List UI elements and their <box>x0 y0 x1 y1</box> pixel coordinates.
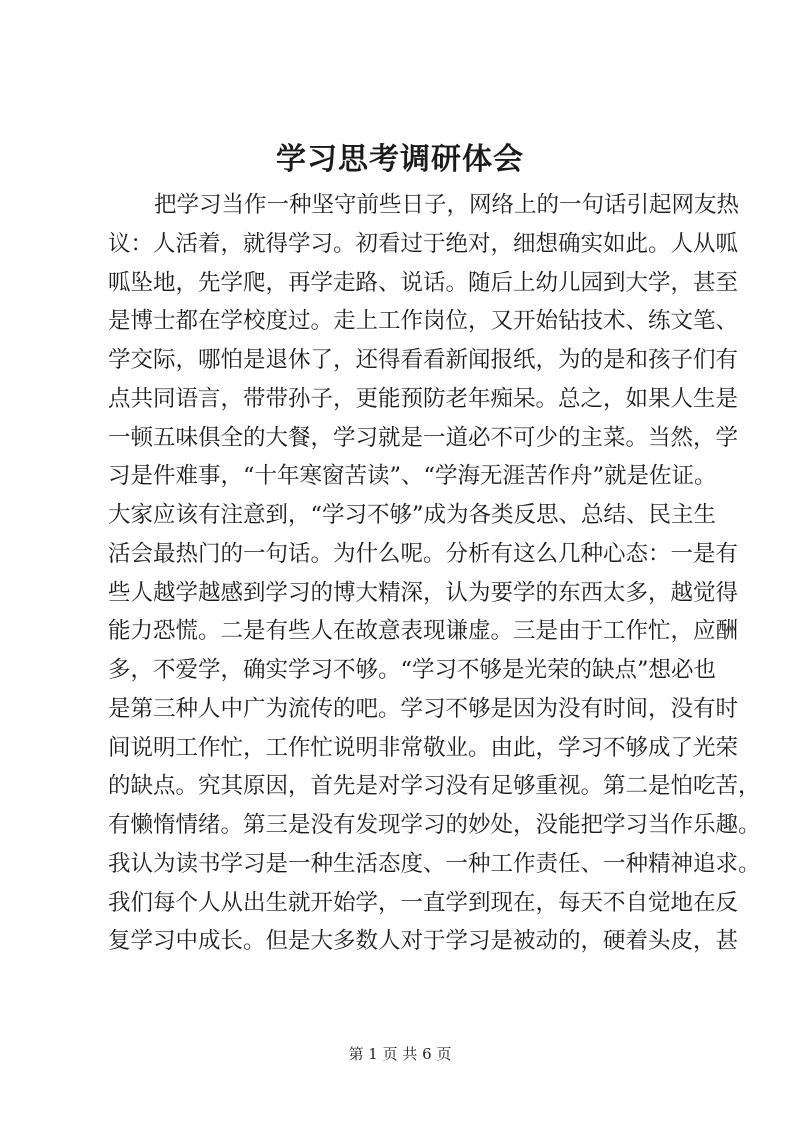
body-line: 议：人活着，就得学习。初看过于绝对，细想确实如此。人从呱 <box>108 230 739 257</box>
body-line: 多，不爱学，确实学习不够。“学习不够是光荣的缺点”想必也 <box>108 657 717 683</box>
body-line: 点共同语言，带带孙子，更能预防老年痴呆。总之，如果人生是 <box>108 385 739 412</box>
body-line: 有懒惰情绪。第三是没有发现学习的妙处，没能把学习当作乐趣。 <box>108 812 761 838</box>
page-number-footer: 第 1 页 共 6 页 <box>348 1045 452 1063</box>
body-line: 大家应该有注意到，“学习不够”成为各类反思、总结、民主生 <box>108 502 717 528</box>
document-title: 学习思考调研体会 <box>276 142 524 177</box>
body-line: 一顿五味俱全的大餐，学习就是一道必不可少的主菜。当然，学 <box>108 424 739 451</box>
body-line: 学交际，哪怕是退休了，还得看看新闻报纸，为的是和孩子们有 <box>108 347 739 373</box>
body-line: 是第三种人中广为流传的吧。学习不够是因为没有时间，没有时 <box>108 695 739 722</box>
body-line: 活会最热门的一句话。为什么呢。分析有这么几种心态：一是有 <box>108 540 739 567</box>
body-line: 是博士都在学校度过。走上工作岗位，又开始钻技术、练文笔、 <box>108 308 739 335</box>
body-line: 呱坠地，先学爬，再学走路、说话。随后上幼儿园到大学，甚至 <box>108 269 739 296</box>
body-line: 我们每个人从出生就开始学，一直学到现在，每天不自觉地在反 <box>108 889 739 916</box>
body-line: 习是件难事，“十年寒窗苦读”、“学海无涯苦作舟”就是佐证。 <box>108 463 717 490</box>
body-line: 些人越学越感到学习的博大精深，认为要学的东西太多，越觉得 <box>108 579 739 606</box>
body-line: 我认为读书学习是一种生活态度、一种工作责任、一种精神追求。 <box>108 850 761 877</box>
body-line: 能力恐慌。二是有些人在故意表现谦虚。三是由于工作忙，应酬 <box>108 618 739 645</box>
body-line: 把学习当作一种坚守前些日子，网络上的一句话引起网友热 <box>154 192 740 218</box>
body-line: 复学习中成长。但是大多数人对于学习是被动的，硬着头皮，甚 <box>108 928 739 955</box>
document-body <box>108 186 761 961</box>
body-line: 的缺点。究其原因，首先是对学习没有足够重视。第二是怕吃苦， <box>108 773 761 800</box>
body-line: 间说明工作忙，工作忙说明非常敬业。由此，学习不够成了光荣 <box>108 734 739 761</box>
